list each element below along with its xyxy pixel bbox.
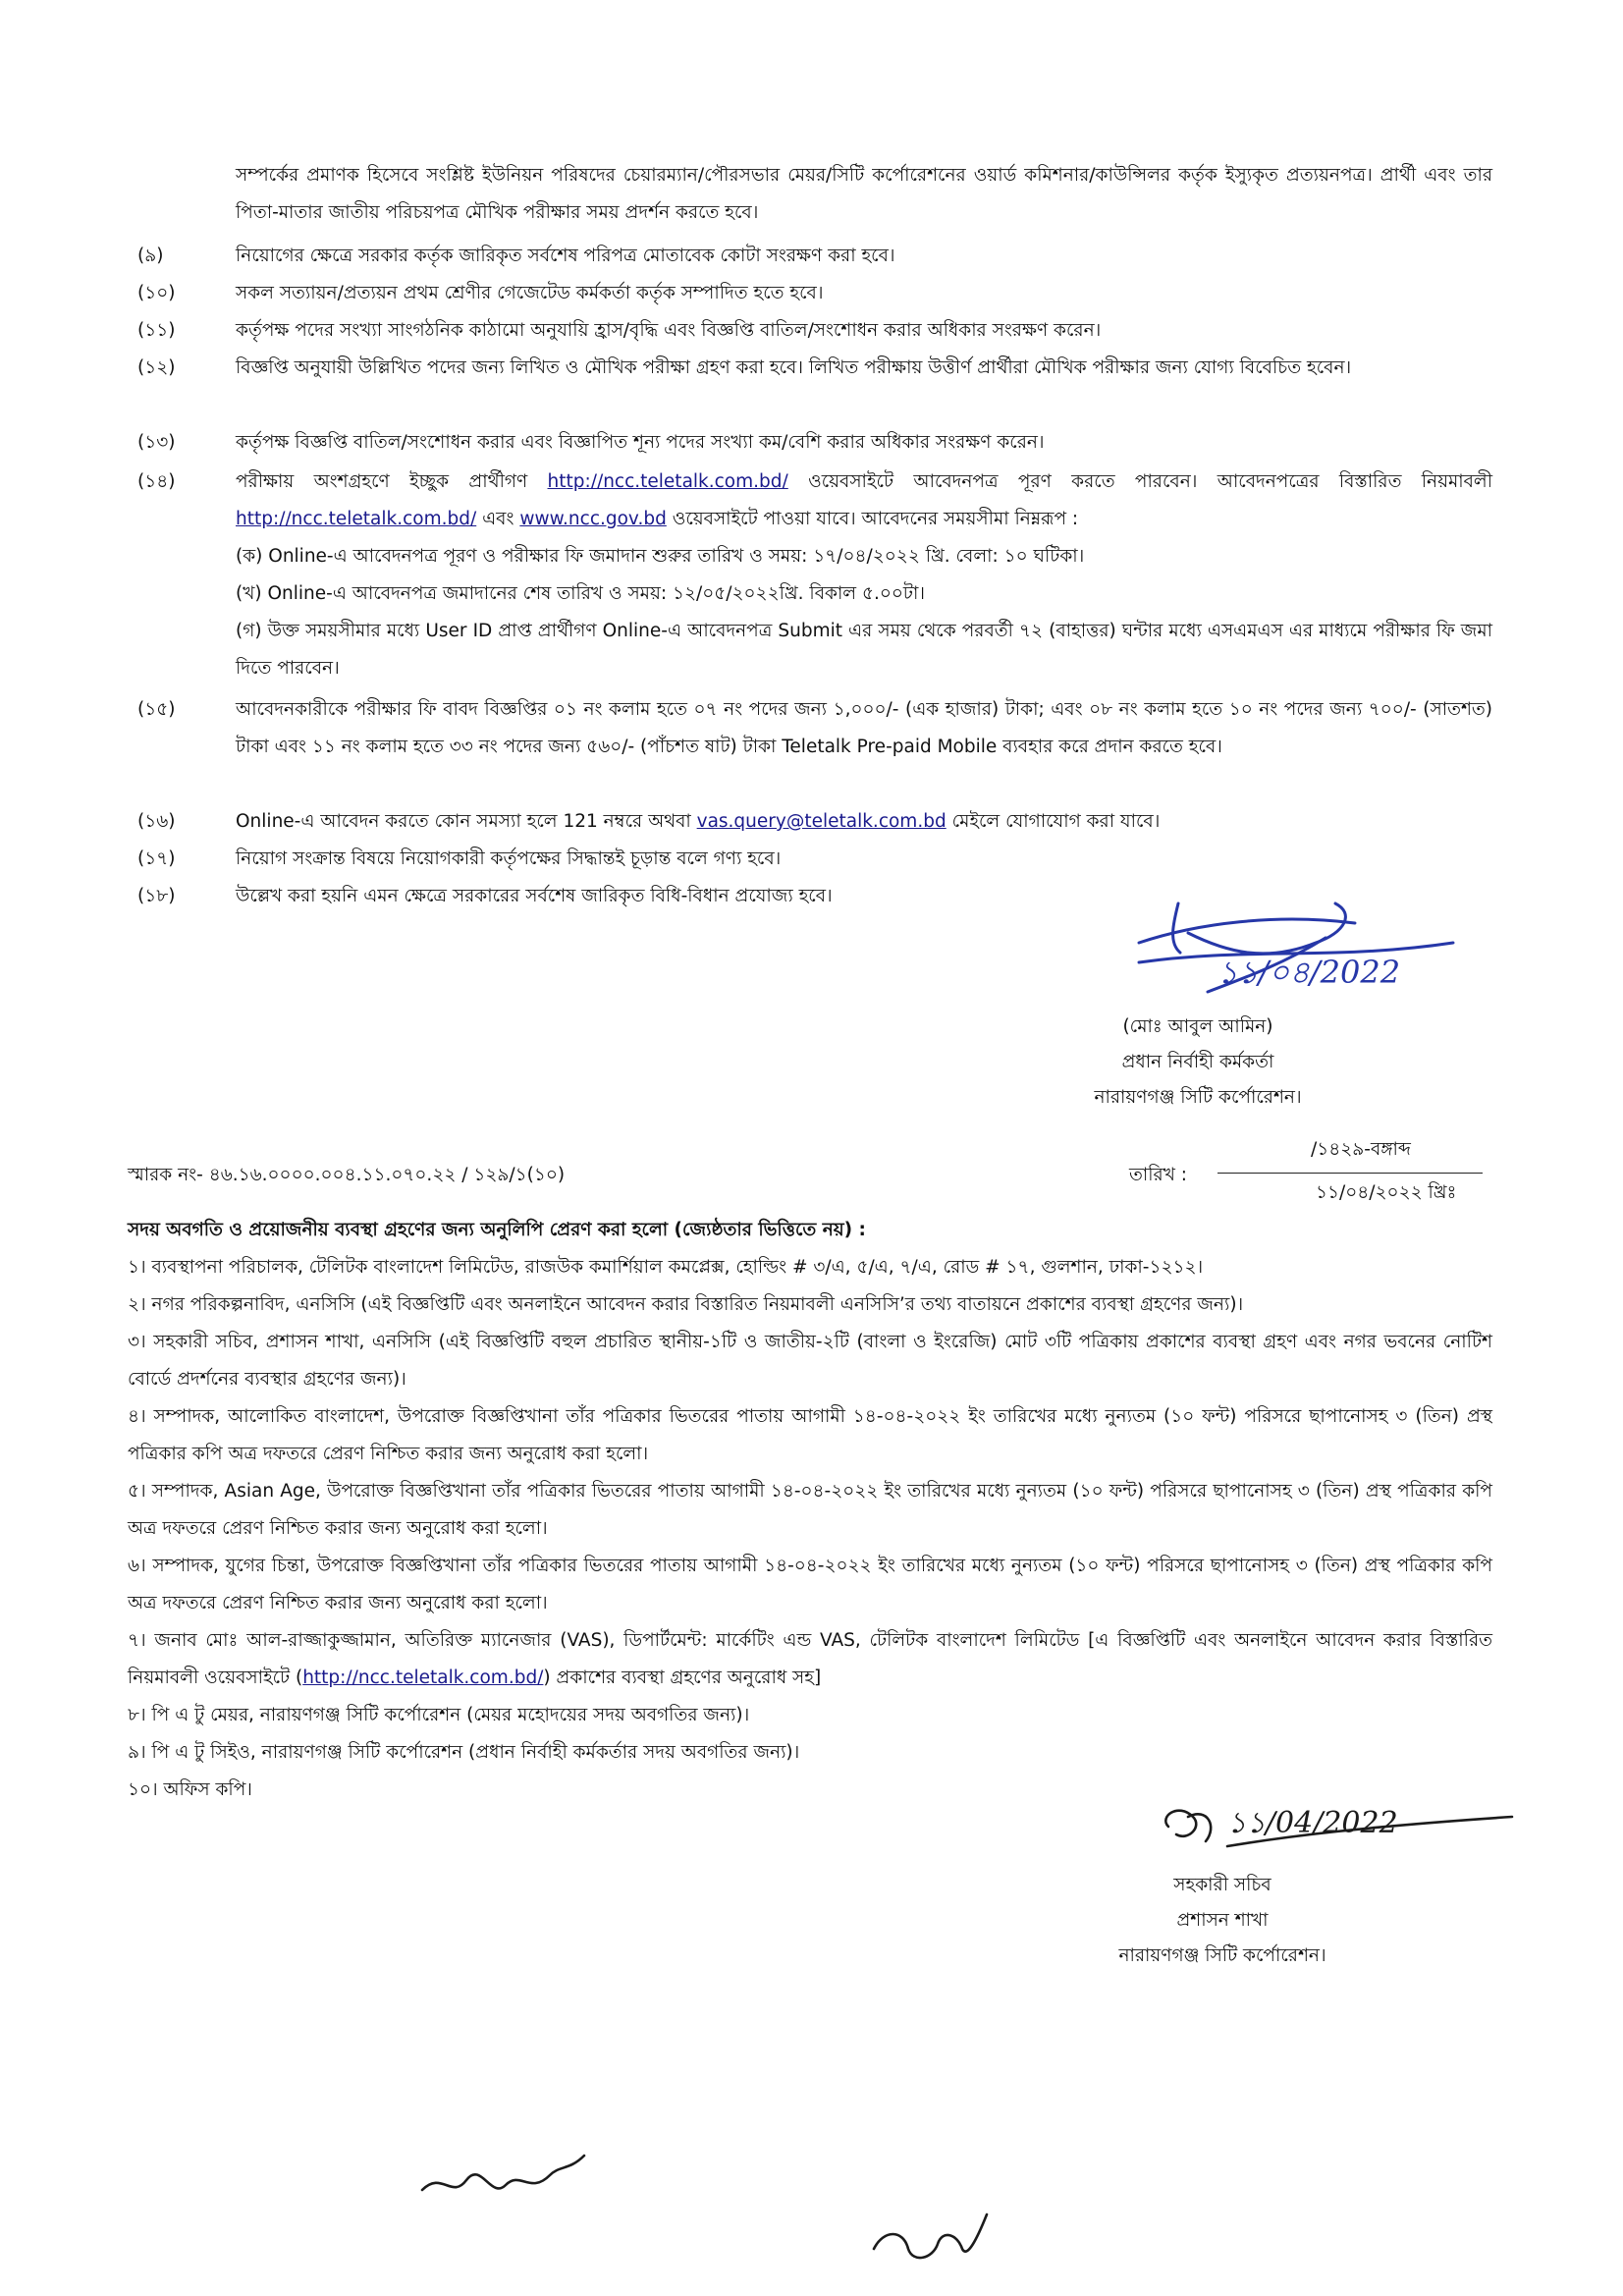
item-18-text: উল্লেখ করা হয়নি এমন ক্ষেত্রে সরকারের সর্বশেষ জারিকৃত বিধি-বিধান প্রযোজ্য হবে। bbox=[236, 886, 833, 906]
handwritten-initials-1 bbox=[412, 2141, 609, 2219]
cc-item-8: ৮। পি এ টু মেয়র, নারায়ণগঞ্জ সিটি কর্পোরেশন (মেয়র মহোদয়ের সদয় অবগতির জন্য)। bbox=[128, 1705, 750, 1725]
cc-item-7-part-a: ৭। জনাব মোঃ আল-রাজ্জাকুজ্জামান, অতিরিক্ত ম্যানেজার (VAS), ডিপার্টমেন্ট: মার্কেটিং এন্ড VAS, টেলিটক বাংলাদেশ লিমিটেড [এ বিজ্ঞপ্তিটি এবং অনলাইনে আবেদন করার বিস্তারিত নিয়মাবলী ওয়েবসাইটে ( bbox=[128, 1630, 1492, 1688]
item-17-text: নিয়োগ সংক্রান্ত বিষয়ে নিয়োগকারী কর্তৃপক্ষের সিদ্ধান্তই চূড়ান্ত বলে গণ্য হবে। bbox=[236, 848, 782, 869]
cc-item-7 bbox=[128, 1622, 1492, 1697]
item-14-ga: (গ) উক্ত সময়সীমার মধ্যে User ID প্রাপ্ত প্রার্থীগণ Online-এ আবেদনপত্র Submit এর সময় থেকে পরবর্তী ৭২ (বাহাত্তর) ঘন্টার মধ্যে এসএমএস এর মাধ্যমে পরীক্ষার ফি জমা দিতে পারবেন। bbox=[236, 621, 1492, 679]
cc-item-5: ৫। সম্পাদক, Asian Age, উপরোক্ত বিজ্ঞপ্তিখানা তাঁর পত্রিকার ভিতরের পাতায় আগামী ১৪-০৪-২০২২ ইং তারিখের মধ্যে নুন্যতম (১০ ফন্ট) পরিসরে ছাপানোসহ ৩ (তিন) প্রস্থ পত্রিকার কপি অত্র দফতরে প্রেরণ নিশ্চিত করার জন্য অনুরোধ করা হলো। bbox=[128, 1481, 1492, 1539]
signatory-1-name: (মোঃ আবুল আমিন) bbox=[1122, 1016, 1273, 1037]
item-9-text: নিয়োগের ক্ষেত্রে সরকার কর্তৃক জারিকৃত সর্বশেষ পরিপত্র মোতাবেক কোটা সংরক্ষণ করা হবে। bbox=[236, 246, 895, 266]
handwritten-initials-2 bbox=[864, 2200, 1001, 2278]
ceo-signature-date: ১১/০৪/2022 bbox=[1217, 954, 1401, 991]
item-16-number: (১৬) bbox=[137, 811, 176, 832]
assistant-secretary-signature-date: ১১/04/2022 bbox=[1227, 1806, 1398, 1840]
signatory-2-org: নারায়ণগঞ্জ সিটি কর্পোরেশন। bbox=[1118, 1945, 1326, 1966]
item-16-part-a: Online-এ আবেদন করতে কোন সমস্যা হলে 121 নম্বরে অথবা bbox=[236, 811, 691, 832]
cc-item-2: ২। নগর পরিকল্পনাবিদ, এনসিসি (এই বিজ্ঞপ্তিটি এবং অনলাইনে আবেদন করার বিস্তারিত নিয়মাবলী এনসিসি’র তথ্য বাতায়নে প্রকাশের ব্যবস্থা গ্রহণের জন্য)। bbox=[128, 1294, 1244, 1315]
item-11-number: (১১) bbox=[137, 320, 176, 341]
item-13-text: কর্তৃপক্ষ বিজ্ঞপ্তি বাতিল/সংশোধন করার এবং বিজ্ঞাপিত শূন্য পদের সংখ্যা কম/বেশি করার অধিকার সংরক্ষণ করেন। bbox=[236, 432, 1045, 453]
item-15-number: (১৫) bbox=[137, 699, 176, 720]
item-14-ka: (ক) Online-এ আবেদনপত্র পূরণ ও পরীক্ষার ফি জমাদান শুরুর তারিখ ও সময়: ১৭/০৪/২০২২ খ্রি. বেলা: ১০ ঘটিকা। bbox=[236, 546, 1085, 567]
item-18-number: (১৮) bbox=[137, 886, 176, 906]
item-12-text: বিজ্ঞপ্তি অনুযায়ী উল্লিখিত পদের জন্য লিখিত ও মৌখিক পরীক্ষা গ্রহণ করা হবে। লিখিত পরীক্ষায় উত্তীর্ণ প্রার্থীরা মৌখিক পরীক্ষার জন্য যোগ্য বিবেচিত হবেন। bbox=[236, 357, 1352, 378]
item-9-number: (৯) bbox=[137, 246, 164, 266]
ncc-website-link[interactable]: www.ncc.gov.bd bbox=[519, 509, 667, 529]
item-14-part-a: পরীক্ষায় অংশগ্রহণে ইচ্ছুক প্রার্থীগণ bbox=[236, 471, 528, 492]
item-15-text: আবেদনকারীকে পরীক্ষার ফি বাবদ বিজ্ঞপ্তির ০১ নং কলাম হতে ০৭ নং পদের জন্য ১,০০০/- (এক হাজার) টাকা; এবং ০৮ নং কলাম হতে ১০ নং পদের জন্য ৭০০/- (সাতশত) টাকা এবং ১১ নং কলাম হতে ৩৩ নং পদের জন্য ৫৬০/- (পাঁচশত ষাট) টাকা Teletalk Pre-paid Mobile ব্যবহার করে প্রদান করতে হবে। bbox=[236, 699, 1492, 757]
cc-item-6: ৬। সম্পাদক, যুগের চিন্তা, উপরোক্ত বিজ্ঞপ্তিখানা তাঁর পত্রিকার ভিতরের পাতায় আগামী ১৪-০৪-২০২২ ইং তারিখের মধ্যে নুন্যতম (১০ ফন্ট) পরিসরে ছাপানোসহ ৩ (তিন) প্রস্থ পত্রিকার কপি অত্র দফতরে প্রেরণ নিশ্চিত করার জন্য অনুরোধ করা হলো। bbox=[128, 1556, 1492, 1613]
date-divider bbox=[1217, 1173, 1483, 1174]
item-11-text: কর্তৃপক্ষ পদের সংখ্যা সাংগঠনিক কাঠামো অনুযায়ি হ্রাস/বৃদ্ধি এবং বিজ্ঞপ্তি বাতিল/সংশোধন করার অধিকার সংরক্ষণ করেন। bbox=[236, 320, 1102, 341]
item-14-part-b: ওয়েবসাইটে আবেদনপত্র পূরণ করতে পারবেন। আবেদনপত্রের বিস্তারিত নিয়মাবলী bbox=[808, 471, 1493, 492]
item-14-number: (১৪) bbox=[137, 471, 176, 492]
cc-item-7-part-b: ) প্রকাশের ব্যবস্থা গ্রহণের অনুরোধ সহ] bbox=[543, 1667, 822, 1688]
item-17-number: (১৭) bbox=[137, 848, 176, 869]
memo-date-english: ১১/০৪/২০২২ খ্রিঃ bbox=[1316, 1182, 1457, 1203]
signatory-2-title: সহকারী সচিব bbox=[1173, 1875, 1271, 1895]
memo-date-bangla: /১৪২৯-বঙ্গাব্দ bbox=[1311, 1139, 1411, 1160]
item-10-text: সকল সত্যায়ন/প্রত্যয়ন প্রথম শ্রেণীর গেজেটেড কর্মকর্তা কর্তৃক সম্পাদিত হতে হবে। bbox=[236, 283, 824, 303]
initials-1-drawing bbox=[412, 2141, 609, 2219]
signatory-1-org: নারায়ণগঞ্জ সিটি কর্পোরেশন। bbox=[1094, 1087, 1302, 1108]
signatory-2-block bbox=[1060, 1868, 1384, 1974]
item-14-part-d: ওয়েবসাইটে পাওয়া যাবে। আবেদনের সময়সীমা নিম্নরূপ : bbox=[672, 509, 1079, 529]
support-email-link[interactable]: vas.query@teletalk.com.bd bbox=[696, 811, 947, 832]
item-16-part-b: মেইলে যোগাযোগ করা যাবে। bbox=[951, 811, 1161, 832]
item-10-number: (১০) bbox=[137, 283, 176, 303]
cc-item-9: ৯। পি এ টু সিইও, নারায়ণগঞ্জ সিটি কর্পোরেশন (প্রধান নির্বাহী কর্মকর্তার সদয় অবগতির জন্য)। bbox=[128, 1742, 800, 1763]
cc-item-1: ১। ব্যবস্থাপনা পরিচালক, টেলিটক বাংলাদেশ লিমিটেড, রাজউক কমার্শিয়াল কমপ্লেক্স, হোল্ডিং # ৩/এ, ৫/এ, ৭/এ, রোড # ১৭, গুলশান, ঢাকা-১২১২। bbox=[128, 1257, 1204, 1278]
memo-date-label: তারিখ : bbox=[1129, 1165, 1187, 1185]
item-13-number: (১৩) bbox=[137, 432, 176, 453]
item-12-number: (১২) bbox=[137, 357, 176, 378]
cc-item-4: ৪। সম্পাদক, আলোকিত বাংলাদেশ, উপরোক্ত বিজ্ঞপ্তিখানা তাঁর পত্রিকার ভিতরের পাতায় আগামী ১৪-০৪-২০২২ ইং তারিখের মধ্যে নুন্যতম (১০ ফন্ট) পরিসরে ছাপানোসহ ৩ (তিন) প্রস্থ পত্রিকার কপি অত্র দফতরে প্রেরণ নিশ্চিত করার জন্য অনুরোধ করা হলো। bbox=[128, 1406, 1492, 1464]
item-14-kha: (খ) Online-এ আবেদনপত্র জমাদানের শেষ তারিখ ও সময়: ১২/০৫/২০২২খ্রি. বিকাল ৫.০০টা। bbox=[236, 583, 925, 604]
item-14-text bbox=[236, 464, 1492, 538]
intro-paragraph: সম্পর্কের প্রমাণক হিসেবে সংশ্লিষ্ট ইউনিয়ন পরিষদের চেয়ারম্যান/পৌরসভার মেয়র/সিটি কর্পোরেশনের ওয়ার্ড কমিশনার/কাউন্সিলর কর্তৃক ইস্যুকৃত প্রত্যয়নপত্র। প্রার্থী এবং তার পিতা-মাতার জাতীয় পরিচয়পত্র মৌখিক পরীক্ষার সময় প্রদর্শন করতে হবে। bbox=[236, 165, 1492, 223]
item-14-part-c: এবং bbox=[482, 509, 514, 529]
teletalk-link-1[interactable]: http://ncc.teletalk.com.bd/ bbox=[547, 471, 788, 492]
memo-reference: স্মারক নং- ৪৬.১৬.০০০০.০০৪.১১.০৭০.২২ / ১২৯/১(১০) bbox=[128, 1165, 566, 1185]
signatory-1-title: প্রধান নির্বাহী কর্মকর্তা bbox=[1121, 1052, 1274, 1072]
cc-item-3: ৩। সহকারী সচিব, প্রশাসন শাখা, এনসিসি (এই বিজ্ঞপ্তিটি বহুল প্রচারিত স্থানীয়-১টি ও জাতীয়-২টি (বাংলা ও ইংরেজি) মোট ৩টি পত্রিকায় প্রকাশের ব্যবস্থা গ্রহণ এবং নগর ভবনের নোটিশ বোর্ডে প্রদর্শনের ব্যবস্থার গ্রহণের জন্য)। bbox=[128, 1332, 1492, 1390]
item-16-text bbox=[236, 803, 1492, 841]
initials-2-drawing bbox=[864, 2200, 1001, 2278]
cc-heading: সদয় অবগতি ও প্রয়োজনীয় ব্যবস্থা গ্রহণের জন্য অনুলিপি প্রেরণ করা হলো (জ্যেষ্ঠতার ভিত্তিতে নয়) : bbox=[128, 1220, 866, 1240]
cc-teletalk-link[interactable]: http://ncc.teletalk.com.bd/ bbox=[302, 1667, 544, 1688]
signatory-2-dept: প্রশাসন শাখা bbox=[1176, 1910, 1269, 1931]
teletalk-link-2[interactable]: http://ncc.teletalk.com.bd/ bbox=[236, 509, 477, 529]
cc-item-10: ১০। অফিস কপি। bbox=[128, 1779, 252, 1800]
signatory-1-block bbox=[1060, 1010, 1335, 1116]
